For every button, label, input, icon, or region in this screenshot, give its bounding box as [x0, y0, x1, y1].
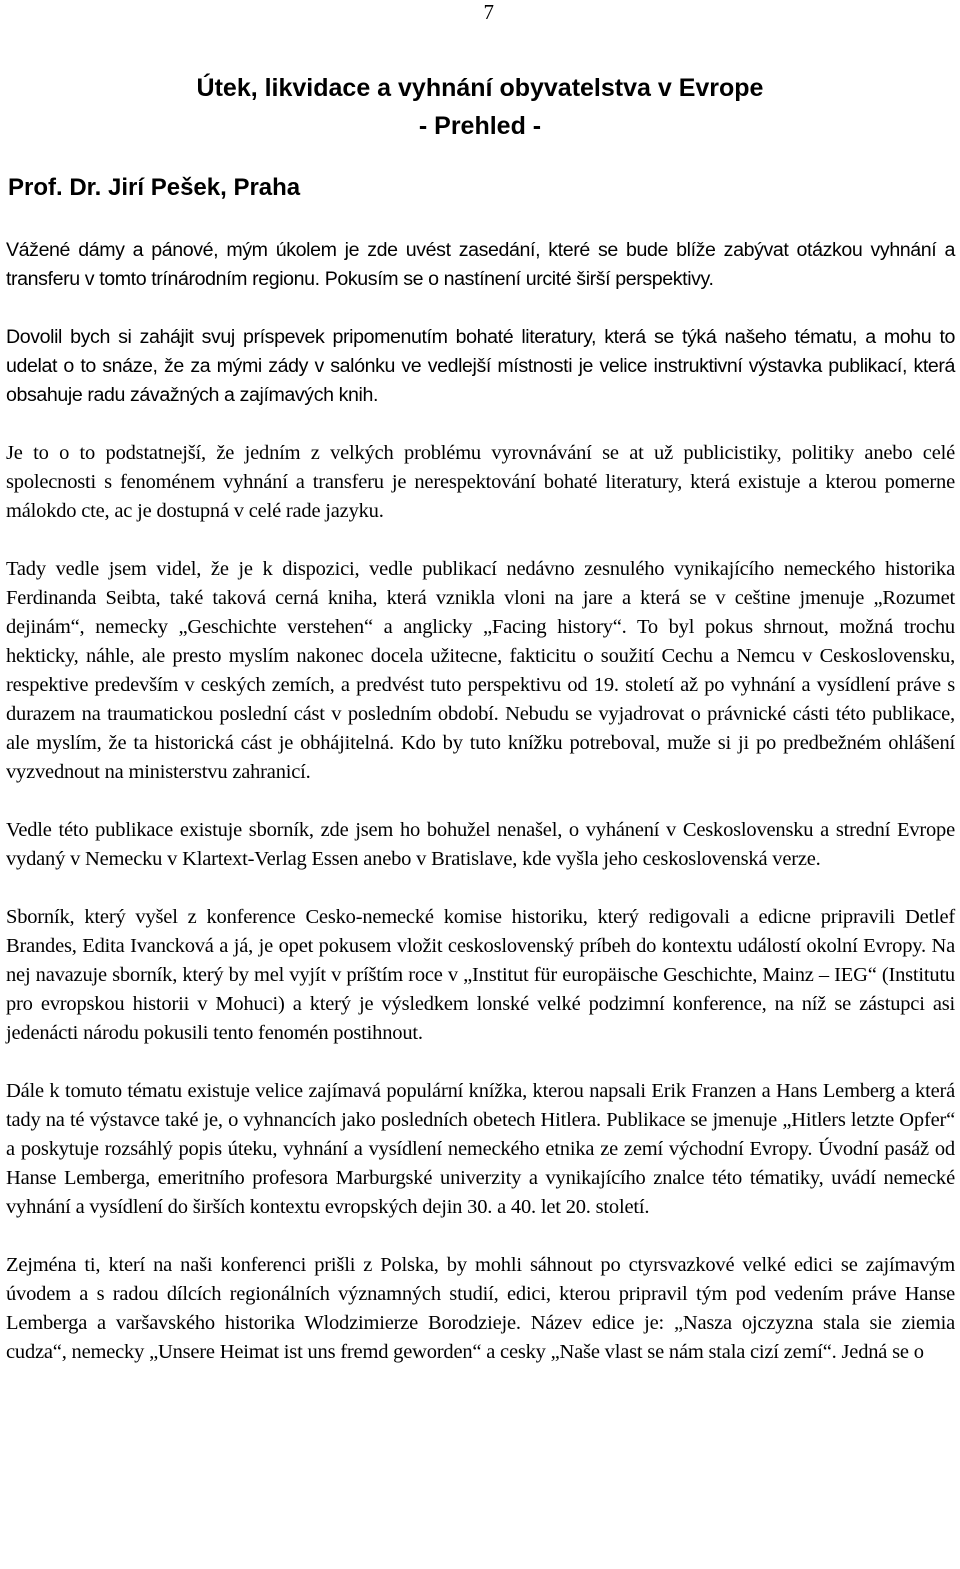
author-line: Prof. Dr. Jirí Pešek, Praha	[8, 174, 301, 201]
title-line-subtitle: - Prehled -	[418, 112, 542, 140]
paragraph-anthology: Vedle této publikace existuje sborník, zde jsem ho bohužel nenašel, o vyhánení v Ceskoslovensku a strední Evrope vydaný v Nemecku v Klartext-Verlag Essen anebo v Bratislave, kde vyšla jeho ceskoslovenská verze.	[6, 819, 955, 870]
paragraph-black-book: Tady vedle jsem videl, že je k dispozici, vedle publikací nedávno zesnulého vynikajícího nemeckého historika Ferdinanda Seibta, také taková cerná kniha, která vznikla vloni na jare a která se v ceštine jmenuje „Rozumet dejinám“, nemecky „Geschichte verstehen“ a anglicky „Facing history“. To byl pokus shrnout, možná trochu hekticky, náhle, ale presto myslím nakonec docela užitecne, fakticitu o soužití Cechu a Nemcu v Ceskoslovensku, respektive predevším v ceských zemích, a predvést tuto perspektivu od 19. století až po vyhnání a vysídlení práve s durazem na traumatickou poslední cást v posledním období. Nebudu se vyjadrovat o právnické cásti této publikace, ale myslím, že ta historická cást je obhájitelná. Kdo by tuto knížku potreboval, muže si ji po predbežném ohlášení vyzvednout na ministerstvu zahranicí.	[6, 558, 955, 783]
paragraph-popular-book: Dále k tomuto tématu existuje velice zajímavá populární knížka, kterou napsali Erik Franzen a Hans Lemberg a která tady na té výstavce také je, o vyhnancích jako posledních obetech Hitlera. Publikace se jmenuje „Hitlers letzte Opfer“ a poskytuje rozsáhlý popis úteku, vyhnání a vysídlení nemeckého etnika ze zemí východní Evropy. Úvodní pasáž od Hanse Lemberga, emeritního profesora Marburgské univerzity a vynikajícího znalce této tématiky, uvádí nemecké vyhnání a vysídlení do širších kontextu evropských dejin 30. a 40. let 20. století.	[6, 1080, 955, 1218]
page-title	[0, 73, 960, 141]
page-number: 7	[483, 0, 494, 24]
document-body	[6, 236, 955, 1396]
paragraph-edition: Zejména ti, kterí na naši konferenci prišli z Polska, by mohli sáhnout po ctyrsvazkové velké edici se zajímavým úvodem a s radou dílcích regionálních významných studií, edici, kterou pripravil tým pod vedením práve Hanse Lemberga a varšavského historika Wlodzimierze Borodzieje. Název edice je: „Nasza ojczyzna stala sie ziemia cudza“, nemecky „Unsere Heimat ist uns fremd geworden“ a cesky „Naše vlast se nám stala cizí zemí“. Jedná se o	[6, 1254, 955, 1363]
title-line-main: Útek, likvidace a vyhnání obyvatelstva v Evrope	[196, 74, 764, 102]
paragraph-importance: Je to o to podstatnejší, že jedním z velkých problému vyrovnávání se at už publicistiky, politiky anebo celé spolecnosti s fenoménem vyhnání a transferu je nerespektování bohaté literatury, která existuje a kterou pomerne málokdo cte, ac je dostupná v celé rade jazyku.	[6, 442, 955, 522]
paragraph-literature: Dovolil bych si zahájit svuj príspevek pripomenutím bohaté literatury, která se týká našeho tématu, a mohu to udelat o to snáze, že za mými zády v salónku ve vedlejší místnosti je velice instruktivní výstavka publikací, která obsahuje radu závažných a zajímavých knih.	[6, 326, 955, 406]
paragraph-intro: Vážené dámy a pánové, mým úkolem je zde uvést zasedání, které se bude blíže zabývat otázkou vyhnání a transferu v tomto trínárodním regionu. Pokusím se o nastínení urcité širší perspektivy.	[6, 239, 955, 290]
paragraph-commission: Sborník, který vyšel z konference Cesko-nemecké komise historiku, který redigovali a edicne pripravili Detlef Brandes, Edita Ivancková a já, je opet pokusem vložit ceskoslovenský príbeh do kontextu událostí okolní Evropy. Na nej navazuje sborník, který by mel vyjít v príštím roce v „Institut für europäische Geschichte, Mainz – IEG“ (Institutu pro evropskou historii v Mohuci) a který je výsledkem lonské velké podzimní konference, na níž se zástupci asi jedenácti národu pokusili tento fenomén postihnout.	[6, 906, 955, 1044]
